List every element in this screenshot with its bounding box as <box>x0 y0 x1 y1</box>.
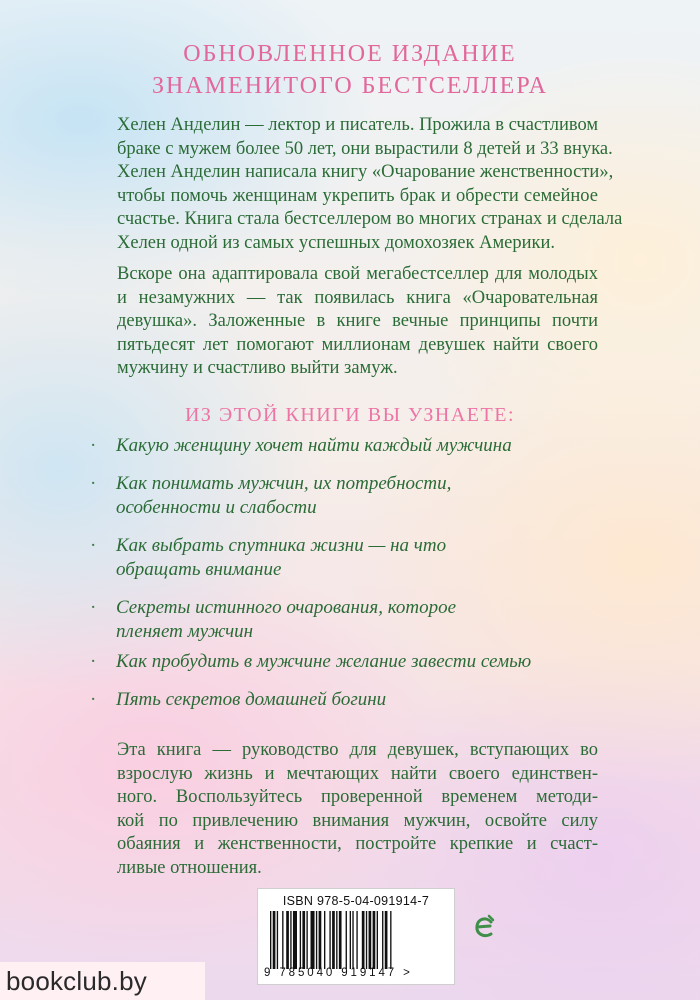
barcode-bar <box>270 911 271 969</box>
barcode-bar <box>366 911 367 969</box>
closing-paragraph <box>117 739 598 880</box>
barcode-bar <box>373 911 376 969</box>
isbn-number: ISBN 978-5-04-091914-7 <box>282 894 430 908</box>
barcode-bar <box>311 911 315 969</box>
text-line: счастье. Книга стала бестселлером во многих странах и сделала <box>117 209 623 229</box>
text-line: мужчину и счастливо выйти замуж. <box>117 358 398 378</box>
barcode-bar <box>332 911 335 969</box>
barcode-bar <box>350 911 351 969</box>
history-paragraph <box>117 263 598 381</box>
barcode-bar <box>362 911 365 969</box>
list-item-line: особенности и слабости <box>116 497 317 518</box>
text-line: пятьдесят лет помогают миллионам девушек найти своего <box>117 334 598 355</box>
text-line: Вскоре она адаптировала свой мегабестселлер для молодых <box>117 264 598 284</box>
text-line: взрослую жизнь и мечтающих найти своего единствен- <box>117 763 598 784</box>
barcode-bar <box>300 911 301 969</box>
barcode-bar <box>273 911 276 969</box>
text-line: Хелен Анделин — лектор и писатель. Прожила в счастливом <box>117 115 599 135</box>
bullet-icon: · <box>90 651 97 672</box>
author-paragraph <box>117 114 623 255</box>
text-line: Хелен одной из самых успешных домохозяек Америки. <box>117 232 556 253</box>
barcode-bar <box>356 911 357 969</box>
text-line: и незамужних — так появилась книга «Очаровательная <box>117 287 598 308</box>
barcode-bar <box>385 911 388 969</box>
site-watermark: bookclub.by <box>0 962 205 1000</box>
bullet-icon: · <box>90 435 97 456</box>
barcode-bar <box>277 911 278 969</box>
publisher-e-icon <box>472 914 498 944</box>
barcode-bars <box>270 911 442 969</box>
bullet-icon: · <box>90 689 97 710</box>
barcode-bar <box>316 911 317 969</box>
barcode-bar <box>382 911 383 969</box>
barcode-bar <box>390 911 391 969</box>
barcode-bar <box>290 911 291 969</box>
barcode-bar <box>352 911 353 969</box>
bullet-icon: · <box>90 597 97 618</box>
text-line: кой по привлечению внимания мужчин, освойте силу <box>117 810 598 831</box>
text-line: ливые отношения. <box>117 857 262 878</box>
barcode-bar <box>377 911 378 969</box>
list-item-line: Как понимать мужчин, их потребности, <box>116 473 452 494</box>
list-item-line: Секреты истинного очарования, которое <box>116 597 457 618</box>
cover-heading <box>0 38 700 102</box>
heading-line-2: ЗНАМЕНИТОГО БЕСТСЕЛЛЕРА <box>152 73 548 99</box>
barcode-bar <box>339 911 342 969</box>
barcode-bar <box>346 911 347 969</box>
barcode-bar <box>306 911 307 969</box>
list-item-line: обращать внимание <box>116 559 282 580</box>
text-line: ного. Воспользуйтесь проверенной временем методи- <box>117 787 598 807</box>
barcode-bar <box>369 911 372 969</box>
barcode-bar <box>319 911 322 969</box>
barcode-bar <box>329 911 330 969</box>
list-item-line: Пять секретов домашней богини <box>116 689 387 710</box>
barcode-bar <box>293 911 297 969</box>
text-line: Эта книга — руководство для девушек, вступающих во <box>117 740 598 760</box>
barcode-bar <box>324 911 325 969</box>
barcode-bar <box>282 911 283 969</box>
bullet-icon: · <box>90 473 97 494</box>
barcode-bar <box>302 911 305 969</box>
list-item-line: пленяет мужчин <box>116 621 254 642</box>
list-item-line: Как выбрать спутника жизни — на что <box>116 535 447 556</box>
bullet-icon: · <box>90 535 97 556</box>
isbn-barcode <box>257 888 455 985</box>
barcode-bar <box>336 911 337 969</box>
text-line: чтобы помочь женщинам укрепить брак и обрести семейное <box>117 185 598 206</box>
barcode-bar <box>286 911 289 969</box>
text-line: обаяния и женственности, постройте крепкие и счаст- <box>117 834 598 854</box>
list-item-line: Как пробудить в мужчине желание завести семью <box>116 651 532 672</box>
barcode-digits: 9 785040 919147 > <box>264 967 413 979</box>
text-line: девушка». Заложенные в книге вечные принципы почти <box>117 311 598 331</box>
list-item-line: Какую женщину хочет найти каждый мужчина <box>116 435 512 456</box>
text-line: Хелен Анделин написала книгу «Очарование женственности», <box>117 162 614 182</box>
learn-heading: ИЗ ЭТОЙ КНИГИ ВЫ УЗНАЕТЕ: <box>184 404 516 426</box>
text-line: браке с мужем более 50 лет, они вырастили 8 детей и 33 внука. <box>117 138 613 159</box>
heading-line-1: ОБНОВЛЕННОЕ ИЗДАНИЕ <box>183 41 517 67</box>
